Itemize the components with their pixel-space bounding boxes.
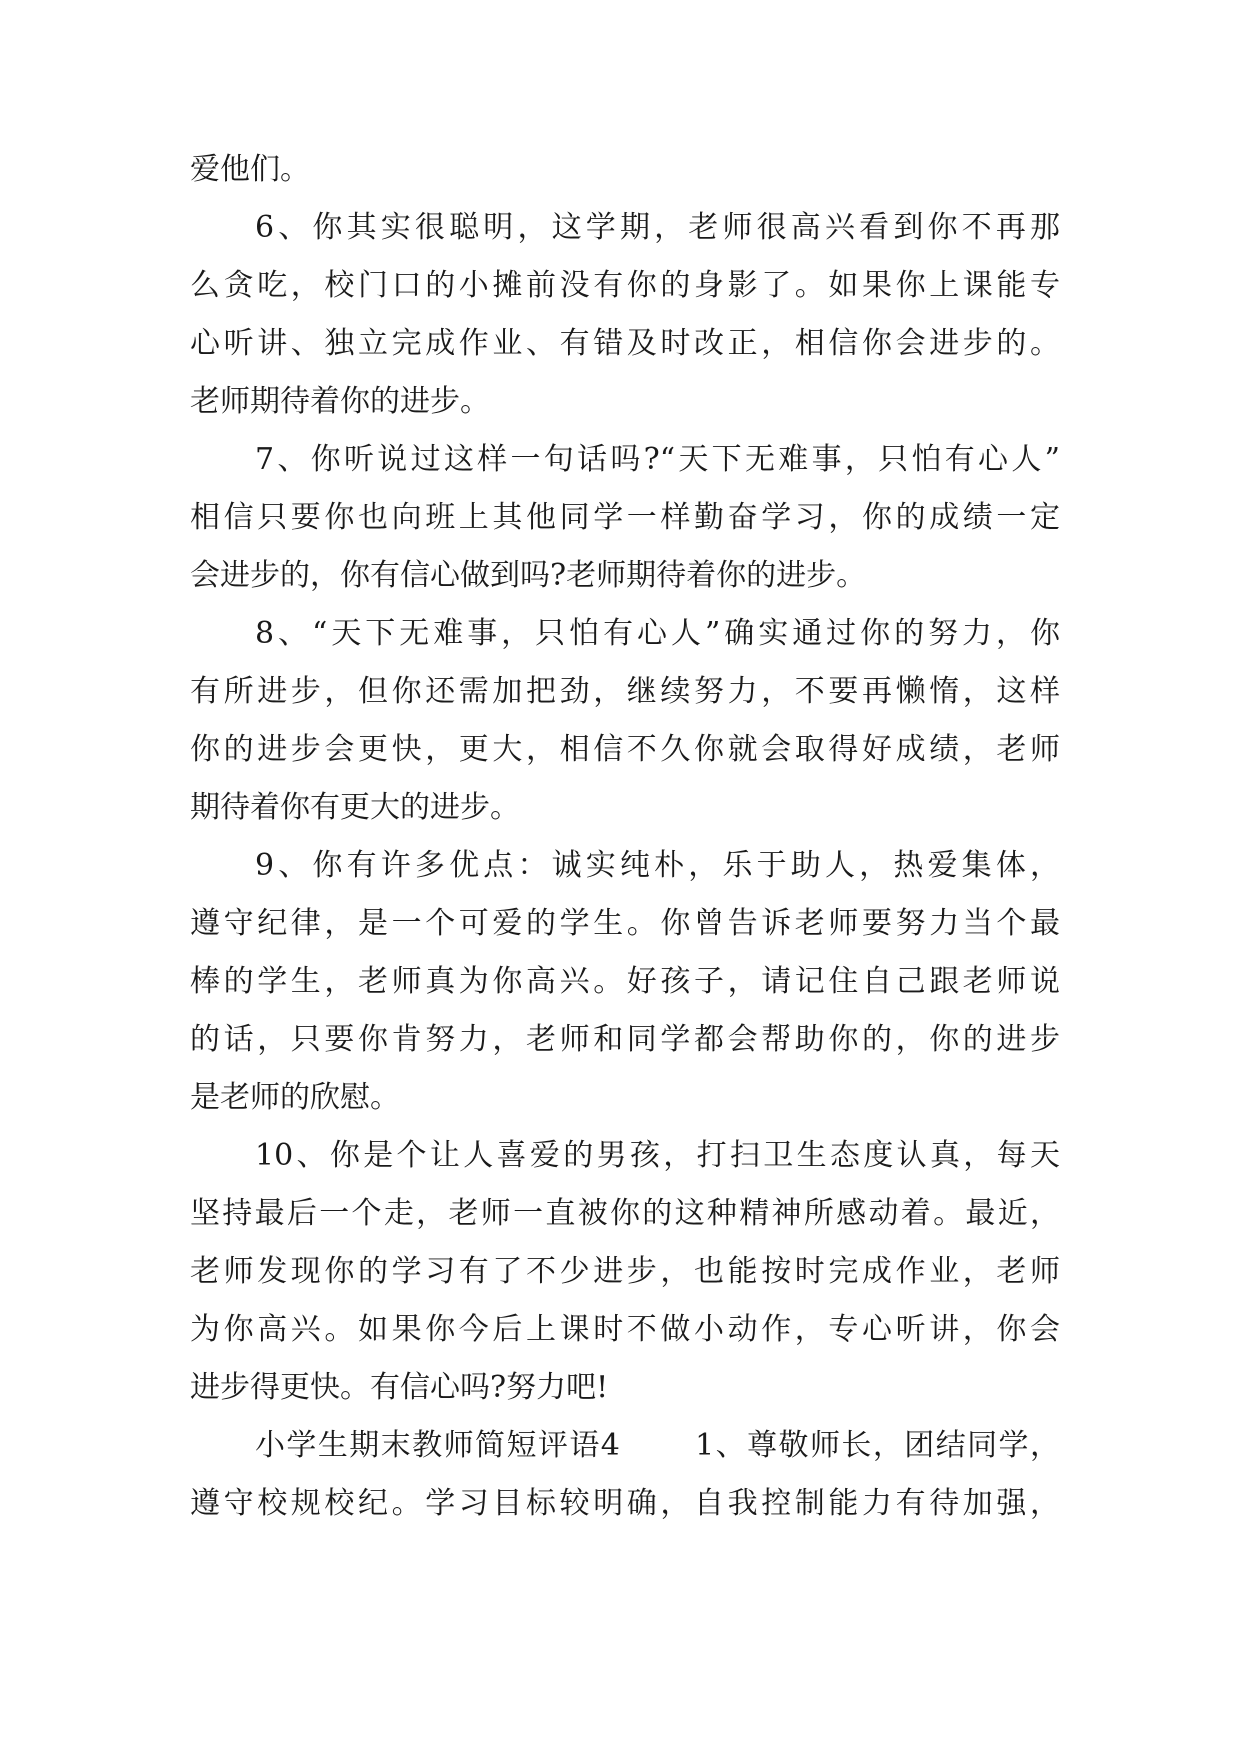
text-line: 6、你其实很聪明，这学期，老师很高兴看到你不再那 — [255, 210, 1060, 245]
text-line: 为你高兴。如果你今后上课时不做小动作，专心听讲，你会 — [190, 1312, 1060, 1347]
text-line: 心听讲、独立完成作业、有错及时改正，相信你会进步的。 — [190, 326, 1060, 361]
text-line: 10、你是个让人喜爱的男孩，打扫卫生态度认真，每天 — [255, 1138, 1060, 1173]
section-heading-line: 小学生期末教师简短评语4 1、尊敬师长，团结同学， — [255, 1428, 1060, 1463]
text-line: 么贪吃，校门口的小摊前没有你的身影了。如果你上课能专 — [190, 268, 1060, 303]
text-line: 遵守纪律，是一个可爱的学生。你曾告诉老师要努力当个最 — [190, 906, 1060, 941]
text-line: 老师发现你的学习有了不少进步，也能按时完成作业，老师 — [190, 1254, 1060, 1289]
text-line: 7、你听说过这样一句话吗?“天下无难事，只怕有心人” — [255, 442, 1060, 477]
text-line: 坚持最后一个走，老师一直被你的这种精神所感动着。最近， — [190, 1196, 1060, 1231]
text-line: 相信只要你也向班上其他同学一样勤奋学习，你的成绩一定 — [190, 500, 1060, 535]
text-line: 你的进步会更快，更大，相信不久你就会取得好成绩，老师 — [190, 732, 1060, 767]
text-line: 爱他们。 — [190, 152, 310, 187]
text-line: 会进步的，你有信心做到吗?老师期待着你的进步。 — [190, 558, 867, 593]
text-line: 8、“天下无难事，只怕有心人”确实通过你的努力，你 — [255, 616, 1060, 651]
text-line: 有所进步，但你还需加把劲，继续努力，不要再懒惰，这样 — [190, 674, 1060, 709]
text-line: 是老师的欣慰。 — [190, 1080, 400, 1115]
text-line: 9、你有许多优点：诚实纯朴，乐于助人，热爱集体， — [255, 848, 1060, 883]
text-line: 遵守校规校纪。学习目标较明确，自我控制能力有待加强， — [190, 1486, 1060, 1521]
text-line: 棒的学生，老师真为你高兴。好孩子，请记住自己跟老师说 — [190, 964, 1060, 999]
text-line: 期待着你有更大的进步。 — [190, 790, 520, 825]
text-line: 进步得更快。有信心吗?努力吧! — [190, 1370, 609, 1405]
text-line: 老师期待着你的进步。 — [190, 384, 490, 419]
text-line: 的话，只要你肯努力，老师和同学都会帮助你的，你的进步 — [190, 1022, 1060, 1057]
